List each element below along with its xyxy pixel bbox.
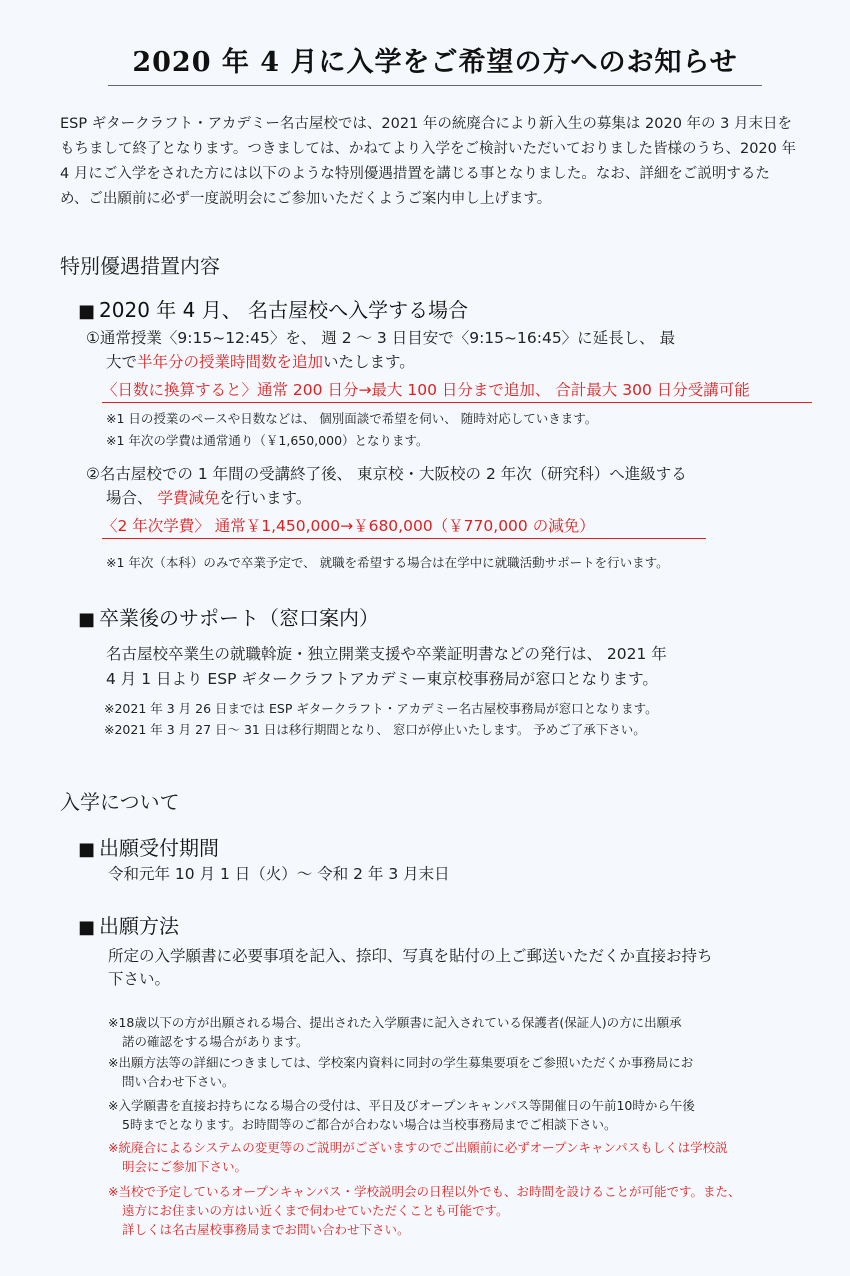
method-note5-c: 詳しくは名古屋校事務局までお問い合わせ下さい。: [122, 1222, 410, 1237]
method-heading: [78, 910, 179, 939]
item1-line2-pre: 大で: [106, 353, 138, 371]
period-heading-text: 出願受付期間: [99, 836, 220, 860]
item1-line2-post: いたします。: [323, 353, 415, 371]
section2-heading-text: 卒業後のサポート（窓口案内）: [99, 606, 380, 630]
item1-line1: ①通常授業〈9:15~12:45〉を、 週 2 ～ 3 日目安で〈9:15~16:45〉に延長し、 最: [86, 329, 676, 347]
square-bullet-icon: ■: [78, 609, 96, 630]
square-bullet-icon: ■: [78, 301, 96, 322]
item1-line2-red: 半年分の授業時間数を追加: [137, 353, 324, 371]
item1-highlight: 〈日数に換算すると〉通常 200 日分→最大 100 日分まで追加、 合計最大 300 日分受講可能: [102, 378, 812, 403]
item1-note2: ※1 年次の学費は通常通り（￥1,650,000）となります。: [106, 433, 429, 448]
item2-line2: [106, 486, 311, 510]
section2-line1: 名古屋校卒業生の就職斡旋・独立開業支援や卒業証明書などの発行は、 2021 年: [106, 645, 667, 663]
method-note4-b: 明会にご参加下さい。: [122, 1159, 248, 1174]
method-note1-b: 諾の確認をする場合があります。: [122, 1034, 309, 1049]
method-heading-text: 出願方法: [99, 914, 180, 938]
item2-highlight: 〈2 年次学費〉 通常￥1,450,000→￥680,000（￥770,000 の減免）: [102, 514, 706, 539]
method-note2-b: 問い合わせ下さい。: [122, 1074, 235, 1089]
method-note3-b: 5時までとなります。お時間等のご都合が合わない場合は当校事務局までご相談下さい。: [122, 1117, 617, 1132]
special-heading: 特別優遇措置内容: [60, 254, 220, 278]
item2-line2-post: を行います。: [219, 489, 312, 507]
intro-paragraph: ESP ギタークラフト・アカデミー名古屋校では、2021 年の統廃合により新入生の募集は 2020 年の 3 月末日をもちまして終了となります。つきましては、かねてより入学をご検討いただいておりました皆様のうち、2020 年 4 月にご入学をされた方には以下のような特別優遇措置を講じる事となりました。なお、詳細をご説明するため、ご出願前に必ず一度説明会にご参加いただくようご案内申し上げます。: [60, 116, 796, 207]
admission-heading: 入学について: [60, 790, 180, 814]
section1-heading: [78, 294, 468, 323]
section2-note1: ※2021 年 3 月 26 日までは ESP ギタークラフト・アカデミー名古屋校事務局が窓口となります。: [104, 701, 658, 716]
square-bullet-icon: ■: [78, 917, 96, 938]
method-note5-a: ※当校で予定しているオープンキャンパス・学校説明会の日程以外でも、お時間を設けることが可能です。また、: [108, 1184, 741, 1199]
method-note1-a: ※18歳以下の方が出願される場合、提出された入学願書に記入されている保護者(保証人)の方に出願承: [108, 1015, 682, 1030]
square-bullet-icon: ■: [78, 839, 96, 860]
method-note4: [108, 1138, 728, 1176]
item1-line2: [106, 350, 415, 374]
item1-note1: ※1 日の授業のペースや日数などは、 個別面談で希望を伺い、 随時対応していきます。: [106, 411, 598, 426]
method-note5: [108, 1182, 740, 1239]
method-note1: [108, 1013, 682, 1051]
method-note4-a: ※統廃合によるシステムの変更等のご説明がございますのでご出願前に必ずオープンキャンパスもしくは学校説: [108, 1140, 728, 1155]
period-heading: [78, 832, 219, 861]
section2-line2: 4 月 1 日より ESP ギタークラフトアカデミー東京校事務局が窓口となります。: [106, 670, 658, 688]
method-line2: 下さい。: [108, 970, 171, 988]
item2-line1: ②名古屋校での 1 年間の受講終了後、 東京校・大阪校の 2 年次（研究科）へ進級する: [86, 465, 687, 483]
method-note3: [108, 1096, 695, 1134]
method-note5-b: 遠方にお住まいの方はい近くまで伺わせていただくことも可能です。: [122, 1203, 509, 1218]
method-note3-a: ※入学願書を直接お持ちになる場合の受付は、平日及びオープンキャンパス等開催日の午前10時から午後: [108, 1098, 695, 1113]
page-title: 2020 年 4 月に入学をご希望の方へのお知らせ: [108, 40, 762, 86]
section1-heading-text: 2020 年 4 月、 名古屋校へ入学する場合: [99, 298, 469, 322]
item2-line2-red: 学費減免: [157, 489, 220, 507]
method-note2-a: ※出願方法等の詳細につきましては、学校案内資料に同封の学生募集要項をご参照いただくか事務局にお: [108, 1055, 694, 1070]
method-note2: [108, 1053, 693, 1091]
item2-line2-pre: 場合、: [106, 489, 158, 507]
item2-note: ※1 年次（本科）のみで卒業予定で、 就職を希望する場合は在学中に就職活動サポートを行います。: [106, 555, 669, 570]
section2-note2: ※2021 年 3 月 27 日～ 31 日は移行期間となり、 窓口が停止いたします。 予めご了承下さい。: [104, 722, 646, 737]
method-line1: 所定の入学願書に必要事項を記入、捺印、写真を貼付の上ご郵送いただくか直接お持ち: [108, 947, 713, 965]
section2-heading: [78, 602, 379, 631]
period-text: 令和元年 10 月 1 日（火）～ 令和 2 年 3 月末日: [108, 865, 450, 883]
